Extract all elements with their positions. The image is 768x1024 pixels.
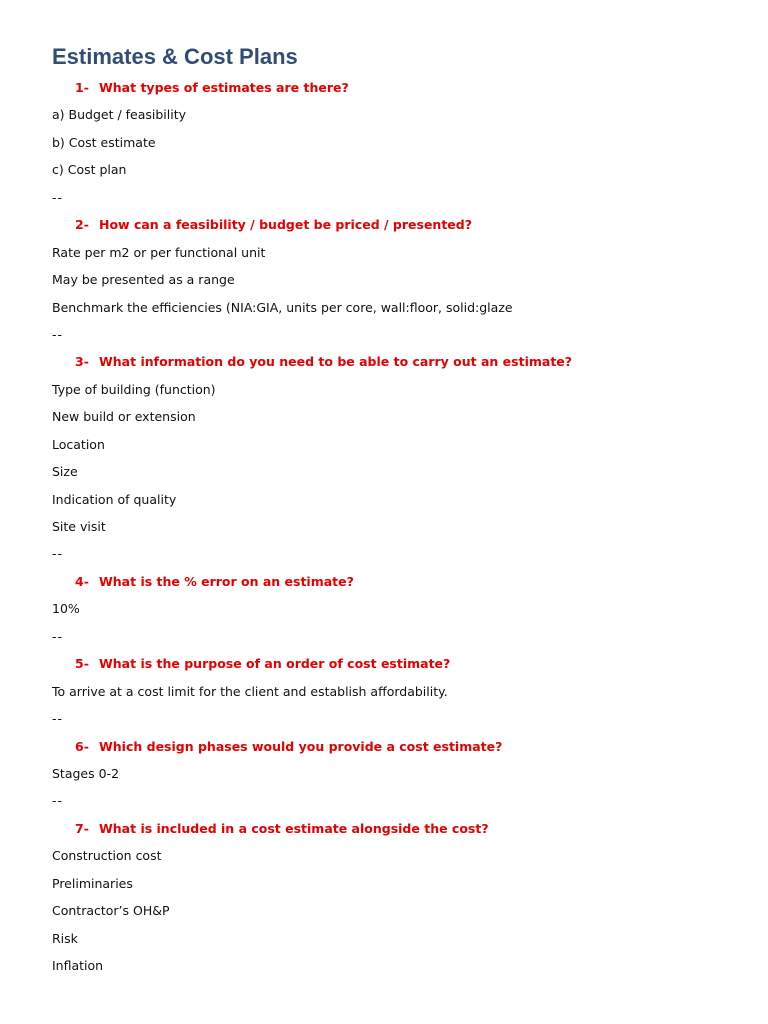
question-6 [52, 733, 732, 760]
answer-line: Indication of quality [52, 491, 177, 507]
answer-line: May be presented as a range [52, 272, 235, 288]
answer-line: Preliminaries [52, 875, 133, 891]
answer-line: Rate per m2 or per functional unit [52, 244, 266, 260]
question-number: 4- [75, 573, 89, 589]
question-number: 2- [75, 217, 89, 233]
question-number: 1- [75, 80, 89, 95]
question-2 [52, 211, 732, 238]
question-text: How can a feasibility / budget be priced / presented? [99, 217, 472, 233]
answer-line: Stages 0-2 [52, 765, 120, 781]
question-number: 3- [75, 354, 89, 370]
question-text: What is the % error on an estimate? [99, 573, 354, 589]
answer-line: Benchmark the efficiencies (NIA:GIA, units per core, wall:floor, solid:glaze [52, 299, 513, 315]
question-text: What is included in a cost estimate alongside the cost? [99, 820, 489, 836]
answer-line: 10% [52, 601, 80, 617]
answer-line: Size [52, 464, 78, 480]
question-text: What information do you need to be able to carry out an estimate? [99, 354, 573, 370]
answer-line: Inflation [52, 958, 104, 973]
question-5 [52, 650, 732, 677]
question-text: What types of estimates are there? [99, 80, 349, 95]
question-text: Which design phases would you provide a cost estimate? [99, 738, 503, 754]
section-separator: -- [52, 793, 64, 809]
section-separator: -- [52, 546, 64, 562]
answer-line: Construction cost [52, 848, 162, 864]
question-1 [52, 74, 732, 101]
answer-line: To arrive at a cost limit for the client and establish affordability. [52, 683, 448, 699]
section-separator: -- [52, 326, 64, 342]
question-4 [52, 568, 732, 595]
answer-line: Type of building (function) [52, 381, 216, 397]
answer-line: New build or extension [52, 409, 196, 425]
answer-line: c) Cost plan [52, 162, 127, 178]
answer-line: Site visit [52, 519, 106, 534]
section-separator: -- [52, 711, 64, 727]
answer-line: Risk [52, 930, 78, 946]
question-3 [52, 348, 732, 375]
question-number: 7- [75, 820, 89, 836]
answer-line: b) Cost estimate [52, 134, 156, 150]
section-separator: -- [52, 189, 64, 205]
answer-line: a) Budget / feasibility [52, 107, 187, 123]
question-number: 5- [75, 656, 89, 672]
section-separator: -- [52, 628, 64, 644]
page-title: Estimates & Cost Plans [52, 44, 298, 69]
question-number: 6- [75, 738, 89, 754]
document-page [52, 40, 732, 979]
answer-line: Contractor’s OH&P [52, 903, 170, 919]
question-7 [52, 815, 732, 842]
question-text: What is the purpose of an order of cost estimate? [99, 656, 451, 672]
answer-line: Location [52, 436, 105, 452]
